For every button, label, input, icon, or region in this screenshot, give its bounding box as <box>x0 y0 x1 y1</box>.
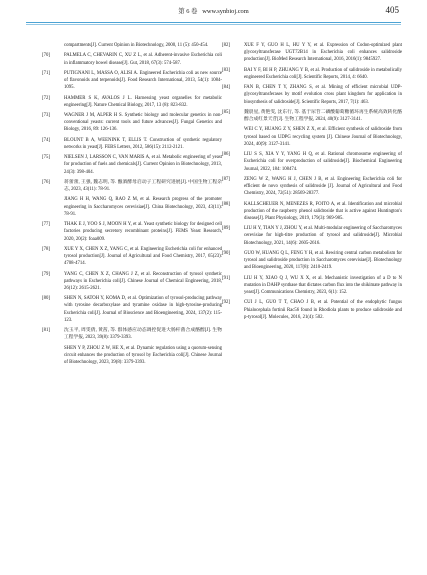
reference-number: [77] <box>42 222 50 228</box>
reference-entry <box>222 84 402 106</box>
reference-entry <box>222 151 402 173</box>
reference-text: 魏晨星, 黄艳雯, 沈东行, 等. 基于尿苷二磷酸葡萄糖循环再生系统高效转化酪醇合成红景天苷[J]. 生物工程学报, 2024, 40(9): 3127-3141. <box>244 109 402 123</box>
reference-text: LIU H Y, TIAN Y J, ZHOU Y, et al. Multi-modular engineering of Saccharomyces cerevisiae for high-titre production of tyrosol and salidroside[J]. Microbial Biotechnology, 2021, 14(6): 2605-2616. <box>244 226 402 246</box>
reference-text: PALMELA C, CHEVARIN C, XU Z L, et al. Adherent-invasive Escherichia coli in inflammatory bowel disease[J]. Gut, 2018, 67(3): 574-587. <box>64 53 222 66</box>
reference-entry <box>222 109 402 123</box>
reference-number: [76] <box>42 179 50 185</box>
reference-number: [75] <box>42 155 50 161</box>
reference-entry <box>42 246 222 268</box>
reference-number: [71] <box>42 70 50 76</box>
reference-number: [87] <box>222 176 230 182</box>
reference-number: [78] <box>42 246 50 252</box>
reference-number: [90] <box>222 250 230 256</box>
reference-entry <box>42 52 222 66</box>
reference-entry <box>42 271 222 293</box>
reference-entry <box>222 67 402 81</box>
page-number: 405 <box>385 5 399 15</box>
reference-text: KALLSCHEUER N, MENEZES R, FOITO A, et al. Identification and microbial production of the raspberry phenol salidroside that is active against Huntington's disease[J]. Plant Physiology, 2019, 179(3): 969-985. <box>244 201 402 221</box>
reference-text: THAK E J, YOO S J, MOON H Y, et al. Yeast synthetic biology for designed cell factories producing secretory recombinant proteins[J]. FEMS Yeast Research, 2020, 20(2): foaa009. <box>64 222 222 242</box>
reference-entry <box>42 95 222 109</box>
reference-number: [80] <box>42 296 50 302</box>
reference-text: 沈玉平, 周雯倩, 黄茜, 等. 群体感应动态调控促进大肠杆菌合成酪醇[J]. 生物工程学报, 2023, 39(8): 3379-3393. <box>64 328 222 341</box>
reference-text: GUO W, HUANG Q L, FENG Y H, et al. Rewiring central carbon metabolism for tyrosol and salidroside production in Saccharomyces cerevisiae[J]. Biotechnology and Bioengineering, 2020, 117(8): 2410-2419. <box>244 250 402 271</box>
reference-text: XUE F Y, GUO H L, HU Y Y, et al. Expression of Codon-optimized plant glycosyltransferase UGT72B14 in Escherichia coli enhances salidroside production[J]. BioMed Research International, 2016, 2016(1): 9845927. <box>244 43 402 63</box>
reference-entry <box>42 137 222 151</box>
reference-entry <box>222 299 402 321</box>
reference-entry <box>222 250 402 272</box>
reference-entry <box>42 345 222 367</box>
reference-entry <box>42 327 222 341</box>
reference-number: [85] <box>222 109 230 115</box>
reference-entry <box>222 42 402 64</box>
reference-entry <box>42 154 222 176</box>
reference-entry <box>222 176 402 198</box>
reference-number: [86] <box>222 152 230 158</box>
reference-text: HAMMER S K, AVALOS J L. Harnessing yeast organelles for metabolic engineering[J]. Nature Chemical Biology, 2017, 13 (8): 823-832. <box>64 95 222 108</box>
reference-number: [83] <box>222 67 230 73</box>
reference-text: JIANG H H, WANG Q, RAO Z M, et al. Research progress of the promoter engineering in Saccharomyces cerevisiae[J]. China Biotechnology, 2023, 43(11): 78-91. <box>64 197 222 217</box>
running-header <box>0 6 427 15</box>
reference-number: [84] <box>222 85 230 91</box>
reference-text: WEI C Y, HUANG Z Y, SHEN Z X, et al. Efficient synthesis of salidroside from tyrosol based on UDPG recycling system [J]. Chinese Journal of Biotechnology, 2024, 40(9): 3127-3141. <box>244 127 402 147</box>
reference-text: YANG C, CHEN X Z, CHANG J Z, et al. Reconstruction of tyrosol synthetic pathways in Escherichia coli[J]. Chinese Journal of Chemical Engineering, 2018, 26(12): 2615-2621. <box>64 271 222 291</box>
reference-text: PUTIGNANI L, MASSA O, ALISI A. Engineered Escherichia coli as new source of flavonoids and terpenoids[J]. Food Research International, 2013, 54(1): 1084-1095. <box>64 70 222 91</box>
reference-entry <box>222 225 402 247</box>
reference-entry <box>42 221 222 243</box>
reference-entry <box>42 42 222 49</box>
reference-text: compartments[J]. Current Opinion in Biotechnology, 2000, 11 (5): 450-454. <box>64 43 209 48</box>
reference-number: [82] <box>222 43 230 48</box>
reference-text: LIU H Y, XIAO Q J, WU X X, et al. Mechanistic investigation of a D to N mutation in DAHP synthase that dictates carbon flux into the shikimate pathway in yeast[J]. Communications Chemistry, 2023, 6(1): 152. <box>244 275 402 296</box>
reference-text: SHEN Y P, ZHOU Z W, HE X, et al. Dynamic regulation using a quorum-sensing circuit enhances the production of tyrosol by Escherichia coli[J]. Chinese Journal of Biotechnology, 2023, 39(8): 3379-3393. <box>64 345 222 366</box>
reference-number: [92] <box>222 300 230 306</box>
reference-number: [73] <box>42 113 50 118</box>
reference-number: [70] <box>42 53 50 59</box>
reference-entry <box>222 275 402 297</box>
reference-text: CUI J L, GUO T T, CHAO J B, et al. Potential of the endophytic fungus Phialocephala fortinii Rac56 found in Rhodiola plants to produce salidroside and p-tyrosol[J]. Molecules, 2016, 21(4): 502. <box>244 300 402 320</box>
reference-text: 蒋蕾蕾, 王强, 魏志明, 等. 酿酒酵母启动子工程研究进展[J]. 中国生物工程杂志, 2023, 43(11): 78-91. <box>64 179 222 193</box>
reference-number: [74] <box>42 137 50 143</box>
reference-text: SHEN N, SATOH Y, KOMA D, et al. Optimization of tyrosol-producing pathway with tyrosine decarboxylase and tyramine oxidase in high-tyrosine-producing Escherichia coli[J]. Journal of Bioscience and Bioengineering, 2024, 137(2): 115-123. <box>64 296 222 323</box>
reference-number: [88] <box>222 201 230 207</box>
header-rule <box>26 22 401 23</box>
reference-entry <box>222 201 402 223</box>
header-rule-secondary <box>26 24 401 25</box>
journal-site: www.synbioj.com <box>202 8 249 15</box>
reference-entry <box>42 70 222 92</box>
reference-number: [91] <box>222 275 230 281</box>
reference-text: LIU S S, XIA Y Y, YANG H Q, et al. Rational chromosome engineering of Escherichia coli for overproduction of salidroside[J]. Biochemical Engineering Journal, 2022, 184: 108474. <box>244 152 402 172</box>
reference-number: [72] <box>42 95 50 101</box>
reference-text: XUE Y X, CHEN X Z, YANG C, et al. Engineering Escherichia coli for enhanced tyrosol production[J]. Journal of Agricultural and Food Chemistry, 2017, 65(23): 4708-4714. <box>64 246 222 267</box>
reference-entry <box>42 179 222 193</box>
reference-entry <box>42 295 222 324</box>
reference-entry <box>42 112 222 134</box>
reference-entry <box>222 126 402 148</box>
reference-number: [81] <box>42 328 50 334</box>
journal-issue: 第 6 卷 <box>178 8 198 15</box>
reference-column-right <box>222 42 402 324</box>
reference-number: [89] <box>222 226 230 232</box>
reference-text: BAI Y F, BI H P, ZHUANG Y B, et al. Production of salidroside in metabolically engineered Escherichia coli[J]. Scientific Reports, 2014, 4: 6640. <box>244 67 402 80</box>
reference-column-left <box>42 42 222 369</box>
reference-text: ZENG W Z, WANG H J, CHEN J B, et al. Engineering Escherichia coli for efficient de novo synthesis of salidroside [J]. Journal of Agricultural and Food Chemistry, 2024, 72(51): 28569-28377. <box>244 176 402 197</box>
reference-text: BLOUNT B A, WEENINK T, ELLIS T. Construction of synthetic regulatory networks in yeast[J]. FEBS Letters, 2012, 586(15): 2112-2121. <box>64 137 222 150</box>
reference-text: FAN B, CHEN T Y, ZHANG S, et al. Mining of efficient microbial UDP-glycosyltransferases by motif evolution cross plant kingdom for application in biosynthesis of salidroside[J]. Scientific Reports, 2017, 7(1): 463. <box>244 85 402 105</box>
reference-number: [79] <box>42 271 50 277</box>
reference-text: WAGNER J M, ALPER H S. Synthetic biology and molecular genetics in non-conventional yeasts: current tools and future advances[J]. Fungal Genetics and Biology, 2016, 89: 126-136. <box>64 113 222 133</box>
reference-entry <box>42 196 222 218</box>
reference-text: NIELSEN J, LARSSON C, VAN MARIS A, et al. Metabolic engineering of yeast for production of fuels and chemicals[J]. Current Opinion in Biotechnology, 2013, 24(3): 398-404. <box>64 155 222 175</box>
